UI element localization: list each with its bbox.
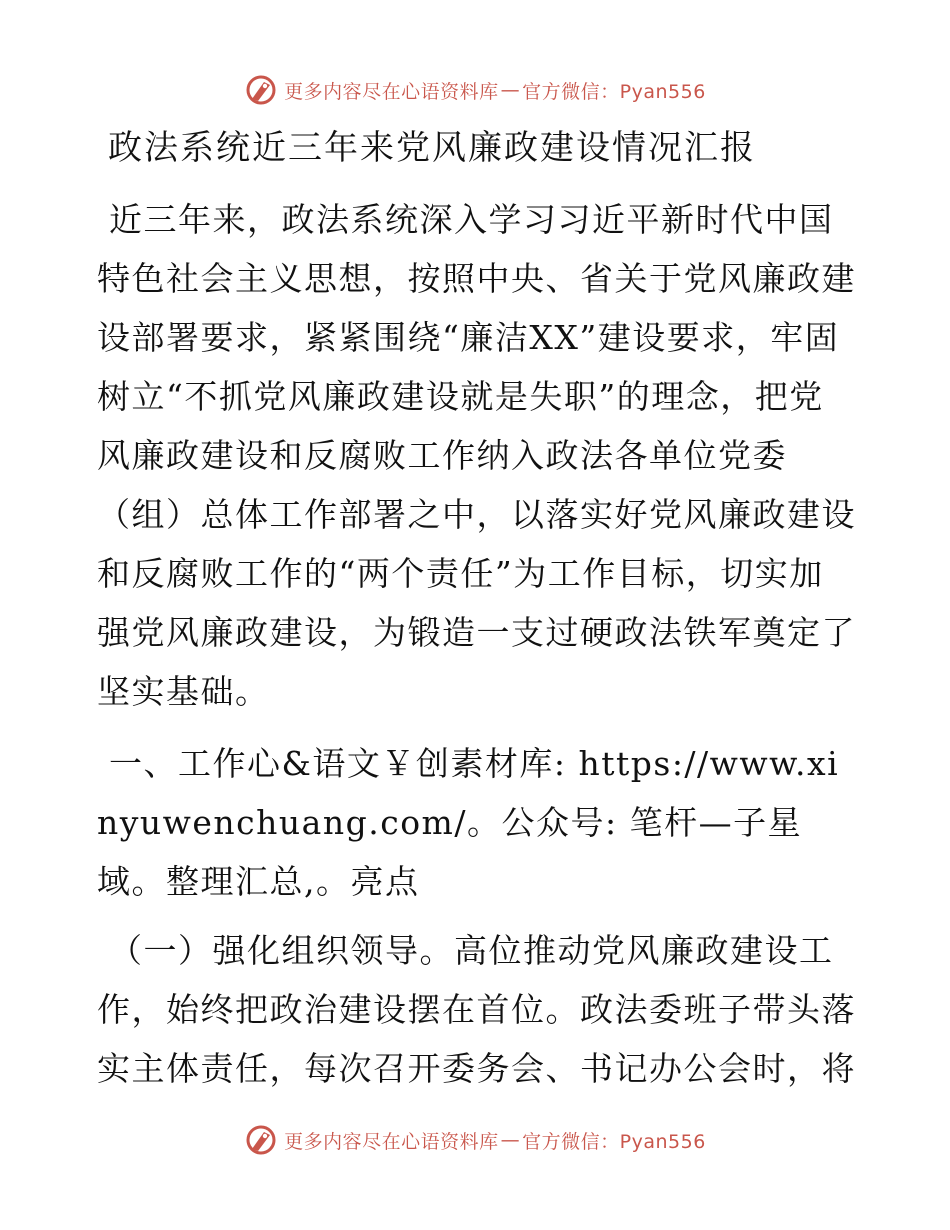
body-paragraph-subsection: （一）强化组织领导。高位推动党风廉政建设工作，始终把政治建设摆在首位。政法委班子带头落实主体责任，每次召开委务会、书记办公会时，将 <box>97 931 856 1088</box>
body-paragraph-section-heading: 一、工作心&语文￥创素材库: https://www.xinyuwenchuang.com/。公众号: 笔杆—子星域。整理汇总,。亮点 <box>97 744 840 901</box>
watermark-contact-text: 官方微信：Pyan556 <box>522 80 706 103</box>
pen-nib-logo-icon <box>244 1123 278 1157</box>
watermark-separator: — <box>500 1129 521 1151</box>
document-title: 政法系统近三年来党风廉政建设情况汇报 <box>108 128 756 168</box>
body-paragraph-intro: 近三年来，政法系统深入学习习近平新时代中国特色社会主义思想，按照中央、省关于党风廉政建设部署要求，紧紧围绕“廉洁XX”建设要求，牢固树立“不抓党风廉政建设就是失职”的理念，把党风廉政建设和反腐败工作纳入政法各单位党委（组）总体工作部署之中，以落实好党风廉政建设和反腐败工作的“两个责任”为工作目标，切实加强党风廉政建设，为锻造一支过硬政法铁军奠定了坚实基础。 <box>97 200 856 711</box>
watermark-header <box>0 70 950 110</box>
watermark-footer <box>0 1120 950 1160</box>
watermark-brand-text: 更多内容尽在心语资料库 <box>284 1130 499 1153</box>
watermark-contact-text: 官方微信：Pyan556 <box>522 1130 706 1153</box>
pen-nib-logo-icon <box>244 73 278 107</box>
watermark-separator: — <box>500 79 521 101</box>
watermark-brand-text: 更多内容尽在心语资料库 <box>284 80 499 103</box>
